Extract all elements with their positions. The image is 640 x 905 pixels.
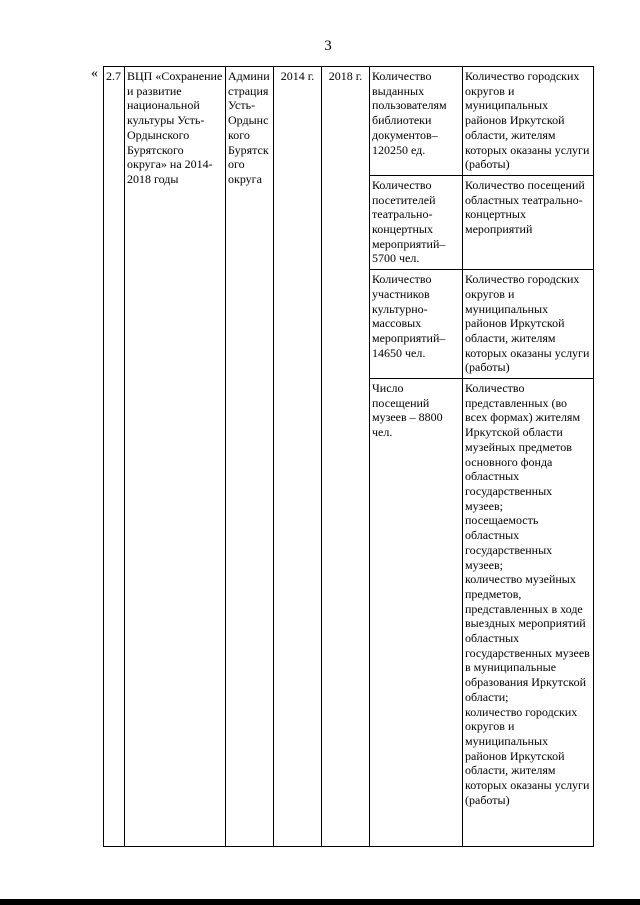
description-cell: Количество городских округов и муниципальных районов Иркутской области, жителям которых оказаны услуги (работы): [463, 67, 594, 176]
scan-bottom-edge: [0, 899, 640, 905]
indicator-cell: Количество посетителей театрально-концертных мероприятий– 5700 чел.: [370, 175, 463, 269]
program-table: [103, 66, 594, 847]
executor-text: Админи страция Усть- Ордынс кого Бурятск ого округа: [228, 69, 270, 186]
indicator-cell: Число посещений музеев – 8800 чел.: [370, 379, 463, 847]
indicator-cell: Количество выданных пользователям библиотеки документов– 120250 ед.: [370, 67, 463, 176]
opening-quote-mark: «: [91, 66, 98, 81]
indicator-cell: Количество участников культурно-массовых мероприятий– 14650 чел.: [370, 270, 463, 379]
item-number-cell: 2.7: [104, 67, 125, 847]
description-text: Количество представленных (во всех формах) жителям Иркутской области музейных предметов основного фонда областных государственных музеев; посещаемость областных государственных музеев; количество музейных предметов, представленных в ходе выездных мероприятий областных государственных музеев в муниципальные образования Иркутской области; количество городских округов и муниципальных районов Иркутской области, жителям которых оказаны услуги (работы): [465, 381, 590, 807]
program-name-cell: ВЦП «Сохранение и развитие национальной культуры Усть-Ордынского Бурятского округа» на 2014-2018 годы: [125, 67, 226, 847]
start-year-cell: 2014 г.: [274, 67, 322, 847]
description-cell: Количество посещений областных театрально-концертных мероприятий: [463, 175, 594, 269]
table-row: [104, 67, 594, 176]
executor-cell: [226, 67, 274, 847]
description-cell: [463, 379, 594, 847]
description-cell: Количество городских округов и муниципальных районов Иркутской области, жителям которых оказаны услуги (работы): [463, 270, 594, 379]
end-year-cell: 2018 г.: [322, 67, 370, 847]
page-number: 3: [324, 38, 332, 54]
